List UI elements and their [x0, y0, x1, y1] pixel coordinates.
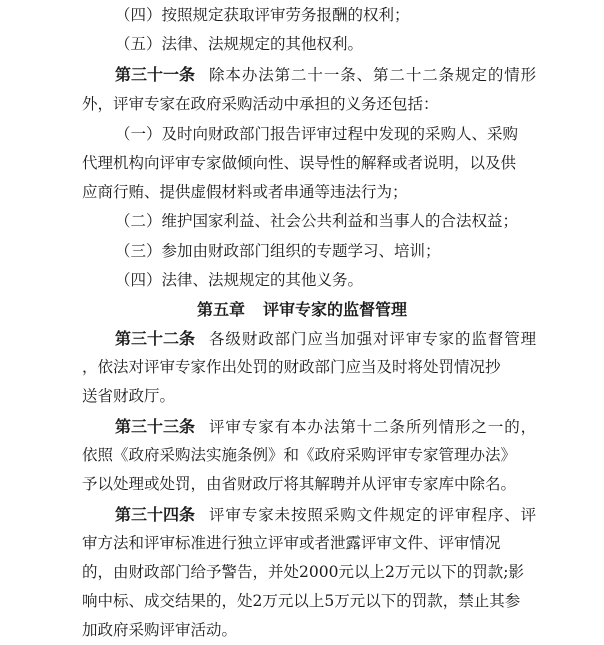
rights-item-5: （五）法律、法规规定的其他权利。	[115, 35, 364, 53]
chapter-title: 评审专家的监督管理	[263, 300, 408, 319]
article-32-line-2: ，依法对评审专家作出处罚的财政部门应当及时将处罚情况抄	[82, 358, 501, 376]
duty-item-1-line-1: （一）及时向财政部门报告评审过程中发现的采购人、采购	[115, 125, 519, 143]
article-33-heading: 第三十三条	[115, 417, 196, 436]
article-34-line-2: 审方法和评审标准进行独立评审或者泄露评审文件、评审情况	[82, 534, 501, 552]
article-32-line-1	[115, 324, 537, 353]
duty-item-1-line-3: 应商行贿、提供虚假材料或者串通等违法行为；	[82, 183, 408, 201]
article-34-line-4: 响中标、成交结果的，处2万元以上5万元以下的罚款，禁止其参	[82, 592, 521, 610]
article-33-text: 评审专家有本办法第十二条所列情形之一的，	[209, 418, 538, 436]
article-32-text: 各级财政部门应当加强对评审专家的监督管理	[209, 330, 538, 348]
article-33-line-1	[115, 412, 537, 441]
duty-item-2: （二）维护国家利益、社会公共利益和当事人的合法权益；	[115, 212, 519, 230]
duty-item-3: （三）参加由财政部门组织的专题学习、培训；	[115, 242, 441, 260]
article-31-line-1	[115, 60, 537, 89]
article-31-heading: 第三十一条	[115, 65, 196, 84]
article-33-line-3: 予以处理或处罚，由省财政厅将其解聘并从评审专家库中除名。	[82, 475, 517, 493]
article-31-line-2: 外，评审专家在政府采购活动中承担的义务还包括：	[82, 95, 439, 113]
rights-item-4: （四）按照规定获取评审劳务报酬的权利；	[115, 6, 410, 24]
article-34-line-1	[115, 500, 537, 529]
article-34-line-3: 的，由财政部门给予警告，并处2000元以上2万元以下的罚款;影	[82, 563, 525, 581]
duty-item-1-line-2: 代理机构向评审专家做倾向性、误导性的解释或者说明，以及供	[82, 154, 517, 172]
duty-item-4: （四）法律、法规规定的其他义务。	[115, 271, 364, 289]
article-34-text: 评审专家未按照采购文件规定的评审程序、评	[209, 506, 538, 524]
article-34-heading: 第三十四条	[115, 505, 196, 524]
chapter-number: 第五章	[196, 300, 245, 319]
article-34-line-5: 加政府采购评审活动。	[82, 621, 238, 639]
chapter-5-heading	[0, 295, 604, 324]
article-32-heading: 第三十二条	[115, 329, 196, 348]
article-31-text: 除本办法第二十一条、第二十二条规定的情形	[209, 66, 538, 84]
article-32-line-3: 送省财政厅。	[82, 387, 176, 405]
article-33-line-2: 依照《政府采购法实施条例》和《政府采购评审专家管理办法》	[82, 446, 517, 464]
